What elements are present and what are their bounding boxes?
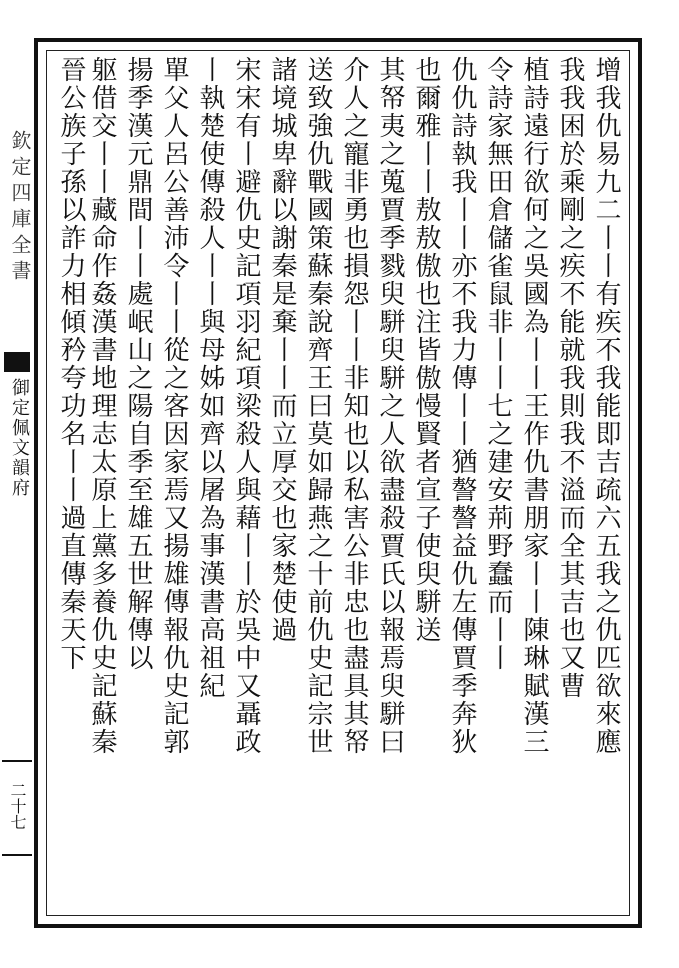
text-column-11: 宋宋有丨避仇史記項羽紀項梁殺人與藉丨丨於吳中又聶政: [231, 56, 261, 756]
fish-tail-mark: [4, 352, 30, 372]
text-column-8: 介人之寵非勇也損怨丨丨非知也以私害公非忠也盡具其帑: [339, 56, 369, 756]
text-column-2: 我我困於乘剛之疾不能就我則我不溢而全其吉也又曹: [555, 56, 585, 700]
book-title: 御定佩文韻府: [9, 378, 30, 498]
text-column-4: 令詩家無田倉儲雀鼠非丨丨七之建安荊野蠢而丨丨: [483, 56, 513, 672]
page-margin: [0, 60, 34, 880]
text-column-3: 植詩遠行欲何之吳國為丨丨王作仇書朋家丨丨陳琳賦漢三: [519, 56, 549, 756]
text-column-12: 丨執楚使傳殺人丨丨與母姊如齊以屠為事漢書高祖紀: [195, 56, 225, 700]
text-column-9: 送致強仇戰國策蘇秦說齊王曰莫如歸燕之十前仇史記宗世: [303, 56, 333, 756]
text-column-15: 躯借交丨丨藏命作姦漢書地理志太原上黨多養仇史記蘇秦: [87, 56, 117, 756]
text-column-7: 其帑夷之蒐賈季戮臾駢臾駢之人欲盡殺賈氏以報焉臾駢曰: [375, 56, 405, 756]
text-column-13: 單父人呂公善沛令丨丨從之客因家焉又揚雄傳報仇史記郭: [159, 56, 189, 756]
text-column-16: 晉公族子孫以詐力相傾矜夸功名丨丨過直傳秦天下: [56, 56, 86, 672]
text-column-6: 也爾雅丨丨敖敖傲也注皆傲慢賢者宣子使臾駢送: [411, 56, 441, 644]
page-number: 二十七: [8, 782, 27, 830]
text-column-10: 諸境城卑辭以謝秦是棄丨丨而立厚交也家楚使過: [267, 56, 297, 644]
text-column-5: 仇仇詩執我丨丨亦不我力傳丨丨猶謷謷益仇左傳賈季奔狄: [447, 56, 477, 756]
collection-title: 欽定四庫全書: [8, 130, 32, 286]
text-column-14: 揚季漢元鼎間丨丨處岷山之陽自季至雄五世解傳以: [123, 56, 153, 672]
text-column-1: 增我仇易九二丨丨有疾不我能即吉疏六五我之仇匹欲來應: [591, 56, 621, 756]
